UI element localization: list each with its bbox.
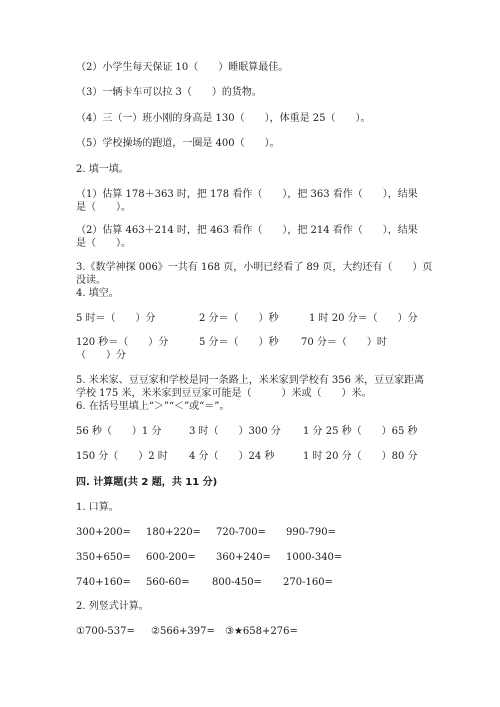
oral-problem: 800-450=	[212, 577, 262, 588]
compare-cell: 1 时 20 分（ ）80 分	[303, 451, 418, 462]
oral-problem: 300+200=	[76, 527, 131, 538]
section-2-p1-line2: 是（ ）。	[76, 202, 131, 213]
section-6-title: 6. 在括号里填上“＞”“＜”或“＝”。	[76, 401, 230, 412]
oral-problem: 270-160=	[283, 577, 333, 588]
question-unit-4: （4）三（一）班小刚的身高是 130（ ），体重是 25（ ）。	[76, 113, 371, 124]
question-unit-2: （2）小学生每天保证 10（ ）睡眠算最佳。	[76, 62, 289, 73]
section-3-line2: 没读。	[76, 275, 106, 286]
vertical-problem: ①700-537=	[76, 626, 135, 637]
oral-problem: 1000-340=	[286, 552, 343, 563]
compare-cell: 4 分（ ）24 秒	[189, 451, 275, 462]
compare-cell: 56 秒（ ）1 分	[76, 426, 162, 437]
oral-problem: 720-700=	[216, 527, 266, 538]
part-4-q1-title: 1. 口算。	[76, 502, 119, 513]
oral-problem: 180+220=	[146, 527, 201, 538]
fill-cell: 5 分＝（ ）秒	[199, 337, 279, 348]
vertical-problem: ②566+397=	[151, 626, 215, 637]
section-3-line1: 3.《数学神探 006》一共有 168 页，小明已经看了 89 页，大约还有（ ）页	[76, 262, 433, 273]
part-4-heading: 四. 计算题(共 2 题，共 11 分)	[76, 477, 218, 488]
oral-problem: 360+240=	[216, 552, 271, 563]
oral-problem: 350+650=	[76, 552, 131, 563]
oral-problem: 560-60=	[146, 577, 190, 588]
part-4-q2-title: 2. 列竖式计算。	[76, 601, 149, 612]
section-2-p1-line1: （1）估算 178＋363 时，把 178 看作（ ），把 363 看作（ ），结果	[76, 189, 418, 200]
fill-cell: 70 分＝（ ）时	[301, 337, 387, 348]
section-2-p2-line2: 是（ ）。	[76, 238, 131, 249]
compare-cell: 1 分 25 秒（ ）65 秒	[303, 426, 418, 437]
fill-cell: 2 分＝（ ）秒	[199, 313, 279, 324]
question-unit-3: （3）一辆卡车可以拉 3（ ）的货物。	[76, 87, 262, 98]
section-2-title: 2. 填一填。	[76, 164, 129, 175]
question-unit-5: （5）学校操场的跑道，一圈是 400（ ）。	[76, 138, 280, 149]
vertical-problem: ③★658+276=	[225, 626, 298, 637]
oral-problem: 990-790=	[286, 527, 336, 538]
compare-cell: 3 时（ ）300 分	[189, 426, 281, 437]
fill-cell: 5 时＝（ ）分	[76, 313, 156, 324]
oral-problem: 600-200=	[146, 552, 196, 563]
compare-cell: 150 分（ ）2 时	[76, 451, 168, 462]
fill-cell: 120 秒＝（ ）分	[76, 337, 169, 348]
section-2-p2-line1: （2）估算 463＋214 时，把 463 看作（ ），把 214 看作（ ），结果	[76, 225, 418, 236]
oral-problem: 740+160=	[76, 577, 131, 588]
section-5-line1: 5. 米米家、豆豆家和学校是同一条路上，米米家到学校有 356 米，豆豆家距离	[76, 375, 425, 386]
section-4-title: 4. 填空。	[76, 288, 119, 299]
section-5-line2: 学校 175 米，米米家到豆豆家可能是（ ）米或（ ）米。	[76, 388, 372, 399]
fill-cell-continued: （ ）分	[76, 350, 126, 361]
fill-cell: 1 时 20 分＝（ ）分	[309, 313, 418, 324]
